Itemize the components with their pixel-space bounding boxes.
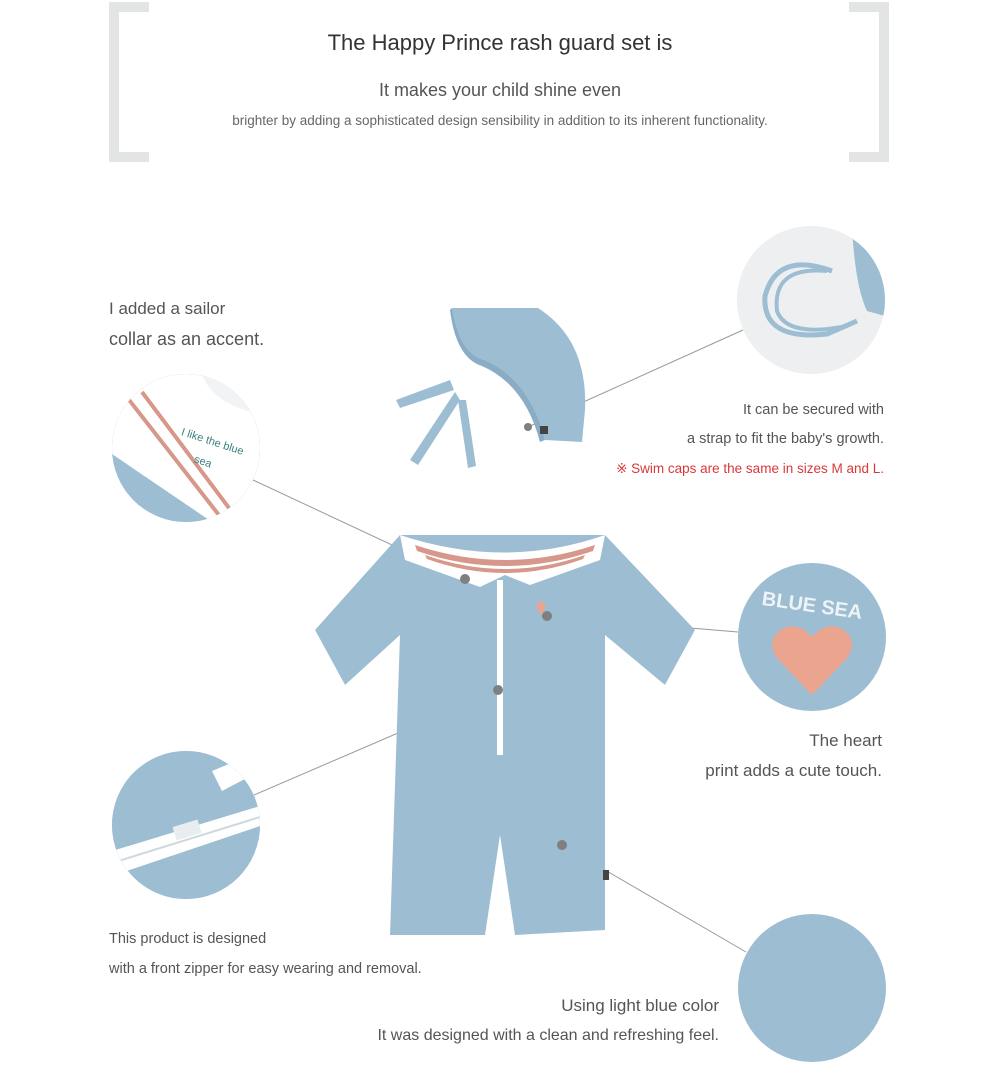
collar-callout-line2: collar as an accent. (109, 329, 265, 349)
heart-icon (770, 619, 854, 699)
zipper-detail-image (112, 751, 260, 899)
collar-callout-line1: I added a sailor (109, 299, 226, 318)
strap-callout (616, 396, 884, 483)
strap-callout-line2: a strap to fit the baby's growth. (686, 431, 884, 447)
zipper-callout (109, 924, 422, 984)
strap-callout-note: ※ Swim caps are the same in sizes M and L. (616, 461, 884, 476)
color-callout-line2: It was designed with a clean and refreshing feel. (377, 1027, 719, 1044)
badge-text: BLUE SEA (760, 588, 864, 624)
rash-guard-romper-image (305, 515, 705, 945)
collar-callout (109, 294, 264, 354)
collar-print-line2: sea (192, 453, 214, 471)
swim-cap-image (390, 300, 600, 475)
zipper-detail-circle (112, 751, 260, 899)
zipper-callout-line1: This product is designed (109, 931, 267, 947)
strap-callout-line1: It can be secured with (742, 402, 884, 418)
page-subtitle: It makes your child shine even (378, 80, 622, 100)
strap-detail-circle (737, 226, 885, 374)
heart-print-circle (738, 563, 886, 711)
color-callout-line1: Using light blue color (561, 996, 719, 1015)
collar-detail-circle (112, 374, 260, 522)
strap-detail-image (737, 226, 885, 374)
heart-callout-line1: The heart (809, 731, 882, 750)
page-description: brighter by adding a sophisticated design sensibility in addition to its inherent functionality. (232, 113, 768, 128)
page-title: The Happy Prince rash guard set is (327, 30, 673, 55)
zipper-callout-line2: with a front zipper for easy wearing and removal. (109, 961, 422, 977)
fabric-color-circle (738, 914, 886, 1062)
heart-callout (705, 726, 882, 786)
color-callout (377, 991, 719, 1051)
heart-callout-line2: print adds a cute touch. (705, 761, 882, 780)
collar-print-line1: I like the blue (179, 426, 246, 458)
